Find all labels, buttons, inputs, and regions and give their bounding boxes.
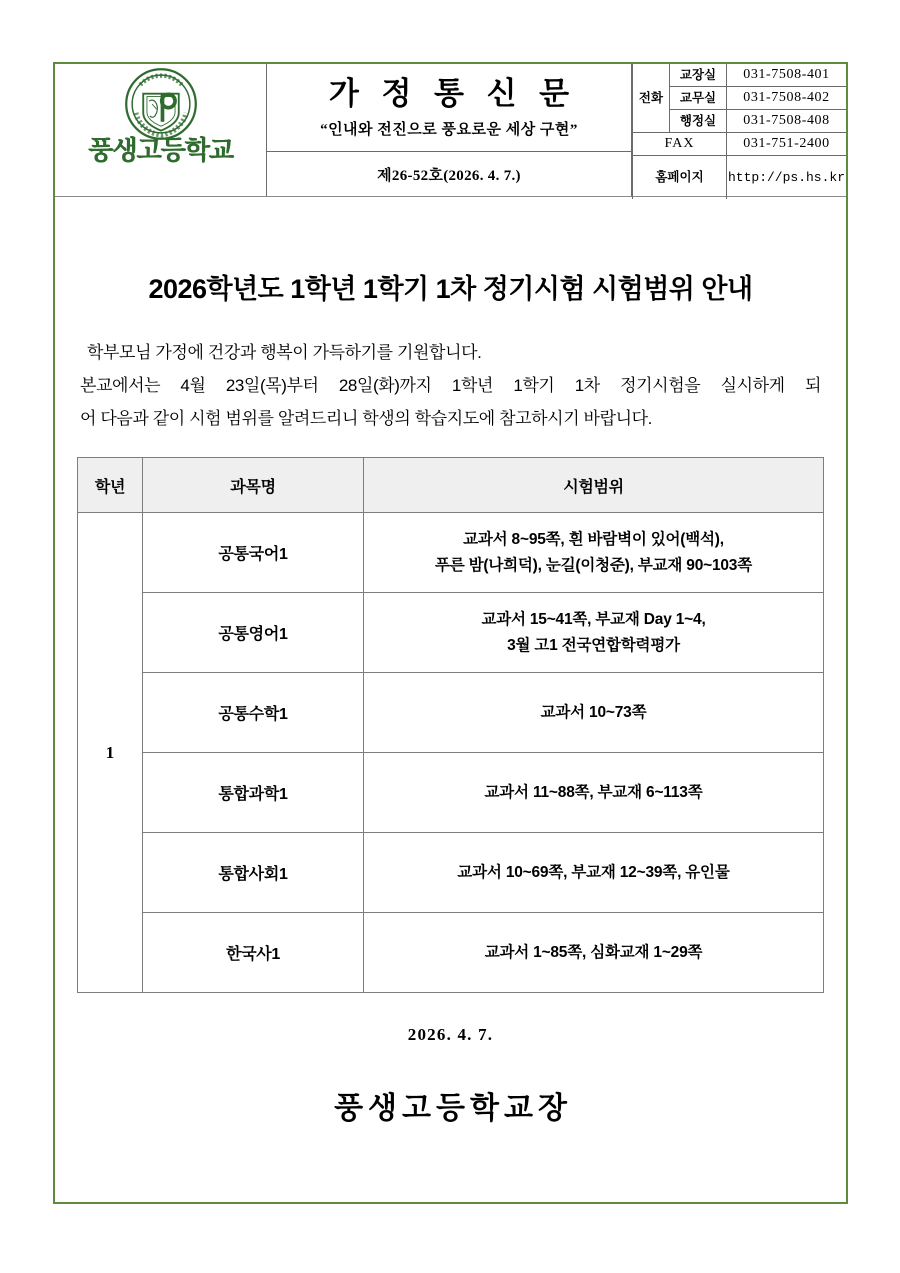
newsletter-issue-number: 제26-52호(2026. 4. 7.) (377, 167, 521, 184)
exam-range-line: 3월 고1 전국연합학력평가 (507, 636, 680, 654)
homepage-label: 홈페이지 (633, 156, 727, 200)
subject-name: 공통수학1 (143, 673, 364, 753)
masthead-title-block (267, 64, 631, 152)
table-row (633, 156, 847, 200)
exam-range-line: 교과서 10~73쪽 (540, 704, 647, 722)
masthead (55, 64, 846, 197)
exam-range-line: 교과서 10~69쪽, 부교재 12~39쪽, 유인물 (457, 864, 730, 882)
exam-range-line: 교과서 11~88쪽, 부교재 6~113쪽 (484, 784, 703, 802)
column-header-exam-range: 시험범위 (364, 458, 824, 513)
table-row (78, 593, 824, 673)
school-name-logo: 풍생고등학교 (88, 135, 233, 165)
admin-office-number: 031-7508-408 (727, 110, 847, 133)
table-row (633, 64, 847, 87)
table-row (78, 753, 824, 833)
subject-name: 통합과학1 (143, 753, 364, 833)
page-title: 2026학년도 1학년 1학기 1차 정기시험 시험범위 안내 (148, 274, 753, 304)
masthead-logo-cell (55, 64, 267, 196)
fax-number: 031-751-2400 (727, 133, 847, 156)
phone-label: 전화 (633, 64, 670, 133)
principal-office-number: 031-7508-401 (727, 64, 847, 87)
masthead-contact-cell (632, 64, 846, 196)
newsletter-motto: “인내와 전진으로 풍요로운 세상 구현” (320, 122, 578, 139)
paragraph-greeting: 학부모님 가정에 건강과 행복이 가득하기를 기원합니다. (87, 343, 482, 362)
exam-range-cell (364, 593, 824, 673)
table-row (633, 133, 847, 156)
exam-scope-table (77, 457, 824, 993)
paragraph-notice-line-1: 본교에서는 4월 23일(목)부터 28일(화)까지 1학년 1학기 1차 정기시험을 실시하게 되 (80, 376, 821, 396)
school-emblem-icon (124, 67, 198, 141)
exam-range-cell (364, 833, 824, 913)
exam-range-cell (364, 753, 824, 833)
intro-paragraphs (77, 336, 824, 435)
document-page-frame (53, 62, 848, 1204)
exam-range-line: 교과서 15~41쪽, 부교재 Day 1~4, (481, 611, 706, 629)
exam-range-cell (364, 673, 824, 753)
teachers-office-number: 031-7508-402 (727, 87, 847, 110)
subject-name: 한국사1 (143, 913, 364, 993)
masthead-center (267, 64, 632, 196)
exam-range-line: 교과서 1~85쪽, 심화교재 1~29쪽 (484, 944, 703, 962)
paragraph-notice-line-2: 어 다음과 같이 시험 범위를 알려드리니 학생의 학습지도에 참고하시기 바랍니다. (80, 409, 652, 429)
table-row (78, 673, 824, 753)
fax-label: FAX (633, 133, 727, 156)
table-row (78, 913, 824, 993)
exam-range-line: 교과서 8~95쪽, 흰 바람벽이 있어(백석), (463, 531, 724, 549)
exam-range-cell (364, 513, 824, 593)
column-header-subject: 과목명 (143, 458, 364, 513)
newsletter-title: 가 정 통 신 문 (328, 75, 577, 111)
teachers-office-label: 교무실 (670, 87, 727, 110)
grade-value: 1 (78, 513, 143, 993)
table-header-row (78, 458, 824, 513)
table-row (78, 513, 824, 593)
admin-office-label: 행정실 (670, 110, 727, 133)
homepage-url[interactable]: http://ps.hs.kr (727, 156, 847, 200)
contact-info-table (632, 64, 846, 199)
document-body (55, 197, 846, 1127)
column-header-grade: 학년 (78, 458, 143, 513)
subject-name: 통합사회1 (143, 833, 364, 913)
subject-name: 공통영어1 (143, 593, 364, 673)
table-row (78, 833, 824, 913)
document-date: 2026. 4. 7. (407, 1025, 494, 1045)
exam-range-line: 푸른 밤(나희덕), 눈길(이청준), 부교재 90~103쪽 (434, 556, 753, 574)
subject-name: 공통국어1 (143, 513, 364, 593)
principal-office-label: 교장실 (670, 64, 727, 87)
exam-range-cell (364, 913, 824, 993)
document-signature: 풍생고등학교장 (334, 1092, 572, 1126)
